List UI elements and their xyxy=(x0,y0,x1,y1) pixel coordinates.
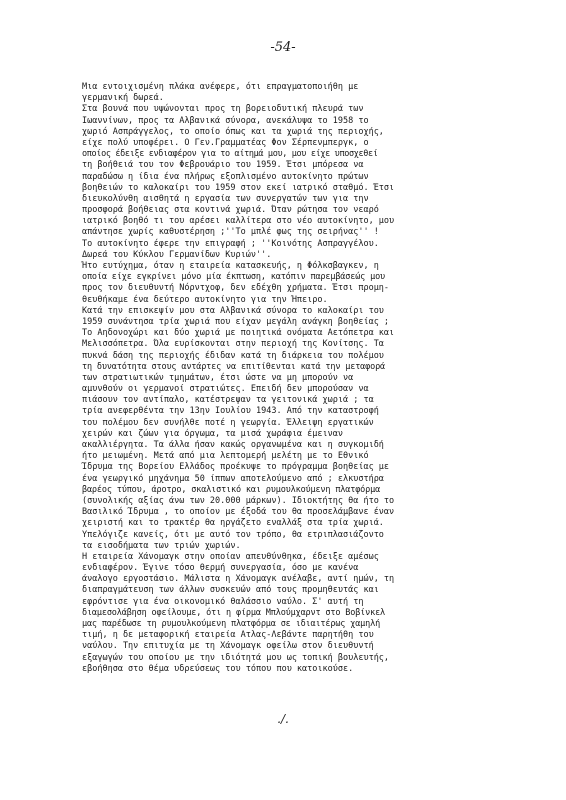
text-line: Το Αηδονοχώρι και δύο χωριά με ποιητικά ονόματα Αετόπετρα και xyxy=(82,328,395,339)
text-line: προσφορά βοήθειας στα κοντινά χωριά. Όταν ρώτησα τον νεαρό xyxy=(82,205,379,216)
text-line: τα εισοδήματα των τριών χωριών. xyxy=(82,540,241,551)
text-line: εφρόντισε για ένα οικονομικό θαλάσσιο ναύλο. Σ' αυτή τη xyxy=(82,596,364,607)
text-line: τη δυνατότητα στους αντάρτες να επιτίθενται κατά την μεταφορά xyxy=(82,361,386,372)
text-line: πυκνά δάση της περιοχής έδιδαν κατά τη διάρκεια του πολέμου xyxy=(82,350,384,361)
text-line: Δωρεά του Κύκλου Γερμανίδων Κυριών''. xyxy=(82,249,272,260)
text-line: άναλογο εργοστάσιο. Μάλιστα η Χάνομαγκ ανέλαβε, αντί ημών, τη xyxy=(82,574,395,585)
text-line: του πολέμου δεν συνήλθε ποτέ η γεωργία. Έλλειψη εργατικών xyxy=(82,417,374,428)
text-line: χωριό Ασπράγγελος, το οποίο όπως και τα χωριά της περιοχής, xyxy=(82,126,384,137)
text-line: πιάσουν τον αντίπαλο, κατέστρεψαν τα γειτονικά χωριά ; τα xyxy=(82,395,374,406)
text-line: των στρατιωτικών τμημάτων, έτσι ώστε να μη μπορούν να xyxy=(82,372,354,383)
text-line: βοηθειών το καλοκαίρι του 1959 στον εκεί ιατρικό σταθμό. Έτσι xyxy=(82,182,395,193)
text-line: μας παρέδωσε τη ρυμουλκούμενη πλατφόρμα σε ιδιαιτέρως χαμηλή xyxy=(82,619,381,629)
text-line: Το αυτοκίνητο έφερε την επιγραφή ; ''Κοινότης Ασπραγγέλου. xyxy=(82,238,379,249)
body-text xyxy=(82,82,522,675)
text-line: Ιωαννίνων, προς τα Αλβανικά σύνορα, ανεκάλυψα το 1958 το xyxy=(82,115,369,126)
text-line: χειρών και ζώων για όργωμα, τα μισά χωράφια έμειναν xyxy=(82,428,343,439)
text-line: ήτο μειωμένη. Μετά από μια λεπτομερή μελέτη με το Εθνικό xyxy=(82,451,369,462)
text-line: παραδώσω η ίδια ένα πλήρως εξοπλισμένο αυτοκίνητο πρώτων xyxy=(82,171,369,182)
text-line: ένα γεωργικό μηχάνημα 50 ίππων αποτελούμενο από ; ελκυστήρα xyxy=(82,473,384,484)
text-line: διαμεσολάβηση οφείλουμε, ότι η φίρμα Μπλούμχαρντ στο Βοβίνκελ xyxy=(82,607,386,618)
text-line: ιατρικό βοηθό τι του αρέσει καλλίτερα στο νέο αυτοκίνητο, μου xyxy=(82,216,395,227)
text-line: εξαγωγών του οποίου με την ιδιότητά μου ως τοπική βουλευτής, xyxy=(82,652,390,663)
text-line: Η εταιρεία Χάνομαγκ στην οποίαν απευθύνθηκα, έδειξε αμέσως xyxy=(82,551,379,562)
text-line: προς τον διευθυντή Νόρντχοφ, δεν εδέχθη χρήματα. Έτσι προμη- xyxy=(82,283,390,294)
text-line: ναύλου. Την επιτυχία με τη Χάνομαγκ οφείλω στον διευθυντή xyxy=(82,641,374,652)
text-line: Μελισσόπετρα. Όλα ευρίσκονται στην περιοχή της Κονίτσης. Τα xyxy=(82,339,384,350)
text-line: χειριστή και το τρακτέρ θα ηργάζετο εναλλάξ στα τρία χωριά. xyxy=(82,518,384,529)
text-line: Μια εντοιχισμένη πλάκα ανέφερε, ότι επραγματοποιήθη με xyxy=(82,82,359,92)
text-line: (συνολικής αξίας άνω των 20.000 μάρκων). Ιδιοκτήτης θα ήτο το xyxy=(82,495,395,506)
text-line: τη βοήθειά του τον Φεβρουάριο του 1959. Έτσι μπόρεσα να xyxy=(82,160,364,171)
text-line: διαπραγμάτευση των άλλων συσκευών από τους προμηθευτάς και xyxy=(82,585,379,596)
text-line: οποία είχε εγκρίνει μόνο μία έκπτωση, κατόπιν παρεμβάσεώς μου xyxy=(82,272,386,283)
text-line: Βασιλικό Ίδρυμα , το οποίον με έξοδά του θα προσελάμβανε έναν xyxy=(82,507,395,518)
text-line: Κατά την επισκεψίν μου στα Αλβανικά σύνορα το καλοκαίρι του xyxy=(82,305,384,316)
text-line: Υπελόγιζε κανείς, ότι με αυτό τον τρόπο, θα ετριπλασιάζοντο xyxy=(82,529,384,540)
text-line: είχε πολύ υποφέρει. Ο Γεν.Γραμματέας Φον Σέρπενμπεργκ, ο xyxy=(82,137,369,148)
text-line: Στα βουνά που υψώνονται προς τη βορειοδυτική πλευρά των xyxy=(82,104,364,115)
text-line: απάντησε χωρίς καθυστέρηση ;''Το μπλέ φως της σειρήνας'' ! xyxy=(82,227,379,238)
text-line: Ίδρυμα της Βορείου Ελλάδος προέκυψε το πρόγραμμα βοηθείας με xyxy=(82,462,390,473)
text-line: αμυνθούν οι γερμανοί στρατιώτες. Επειδή δεν μπορούσαν να xyxy=(82,384,369,395)
text-line: διευκολύνθη αισθητά η εργασία των συνεργατών των για την xyxy=(82,193,369,204)
continuation-mark: ./. xyxy=(277,712,289,726)
text-line: βαρέος τύπου, άροτρο, σκαλιστικό και ρυμουλκούμενη πλατφόρμα xyxy=(82,484,381,495)
page-number: -54- xyxy=(270,40,296,55)
text-line: Ήτο ευτύχημα, όταν η εταιρεία κατασκευής, η Φόλκσβαγκεν, η xyxy=(82,261,379,271)
text-line: οποίος έδειξε ενδιαφέρον για το αίτημά μου, μου είχε υποσχεθεί xyxy=(82,149,378,160)
text-line: θευθήκαμε ένα δεύτερο αυτοκίνητο για την Ήπειρο. xyxy=(82,294,328,305)
text-line: τρία ανεφερθέντα την 13ην Ιουλίου 1943. Από την καταστροφή xyxy=(82,406,379,417)
text-line: τιμή, η δε μεταφορική εταιρεία Ατλας-Λεβάντε παρητήθη του xyxy=(82,630,374,641)
text-line: ακαλλιέργητα. Τα άλλα ήσαν κακώς οργανωμένα και η συγκομιδή xyxy=(82,440,384,450)
text-line: 1959 συνάντησα τρία χωριά που είχαν μεγάλη ανάγκη βοηθείας ; xyxy=(82,316,390,327)
text-line: ενδιαφέρον. Έγινε τόσο θερμή συνεργασία, όσο με κανένα xyxy=(82,563,359,574)
text-line: εβοήθησα στο θέμα υδρεύσεως του τόπου που κατοικούσε. xyxy=(82,663,354,674)
text-line: γερμανική δωρεά. xyxy=(82,93,164,104)
